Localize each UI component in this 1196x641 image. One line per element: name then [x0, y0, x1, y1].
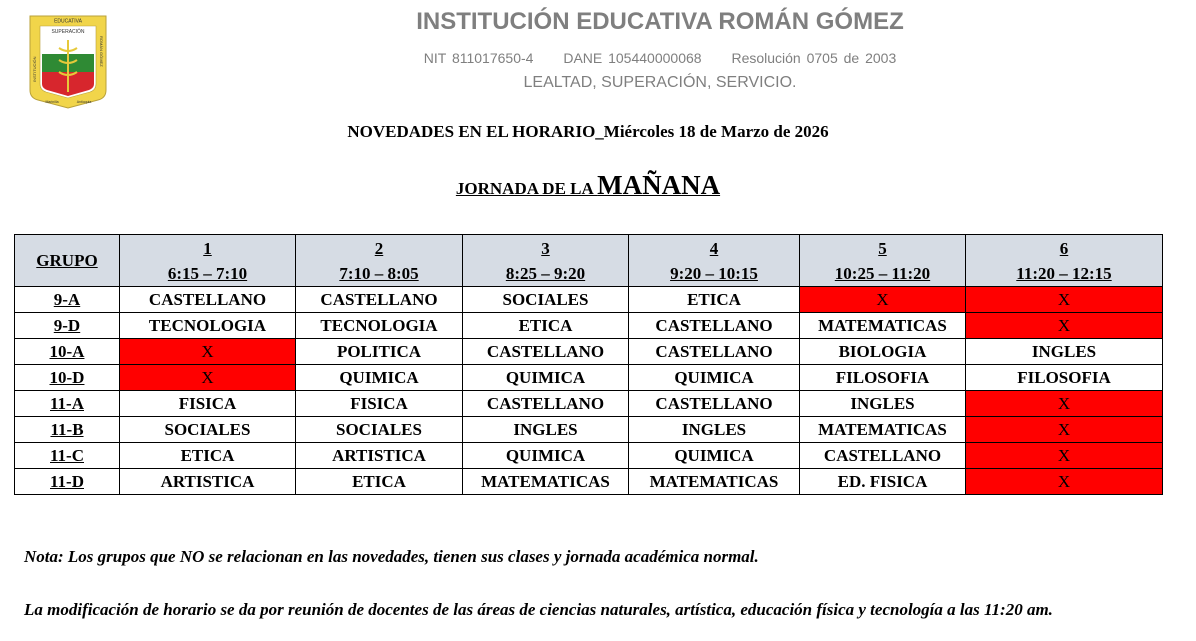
period-number: 6	[1059, 238, 1069, 258]
group-cell: 11-C	[15, 443, 120, 469]
table-row	[15, 339, 1163, 365]
subject-cell: QUIMICA	[629, 443, 800, 469]
table-row	[15, 469, 1163, 495]
period-number: 4	[709, 238, 719, 258]
cancelled-class-cell: X	[966, 443, 1163, 469]
subject-cell: QUIMICA	[463, 443, 629, 469]
note-normal-schedule: Nota: Los grupos que NO se relacionan en las novedades, tienen sus clases y jornada académica normal.	[24, 547, 759, 566]
institution-identifiers	[300, 50, 1020, 66]
subject-cell: FILOSOFIA	[966, 365, 1163, 391]
group-column-header: GRUPO	[15, 235, 120, 287]
subject-cell: ETICA	[120, 443, 296, 469]
table-row	[15, 391, 1163, 417]
subject-cell: CASTELLANO	[629, 391, 800, 417]
subject-cell: INGLES	[463, 417, 629, 443]
period-header-5	[800, 235, 966, 287]
subject-cell: INGLES	[800, 391, 966, 417]
group-cell: 9-A	[15, 287, 120, 313]
institution-motto: LEALTAD, SUPERACIÓN, SERVICIO.	[523, 74, 797, 91]
period-time: 10:25 – 11:20	[834, 263, 931, 283]
period-header-4	[629, 235, 800, 287]
period-number: 2	[374, 238, 384, 258]
institution-name: INSTITUCIÓN EDUCATIVA ROMÁN GÓMEZ	[416, 8, 904, 35]
group-cell: 10-D	[15, 365, 120, 391]
subject-cell: MATEMATICAS	[800, 313, 966, 339]
subject-cell: ED. FISICA	[800, 469, 966, 495]
shift-name: MAÑANA	[597, 170, 721, 200]
table-row	[15, 313, 1163, 339]
subject-cell: ETICA	[629, 287, 800, 313]
cancelled-class-cell: X	[120, 365, 296, 391]
cancelled-class-cell: X	[966, 469, 1163, 495]
table-row	[15, 365, 1163, 391]
school-crest-icon	[28, 14, 108, 110]
schedule-body	[15, 287, 1163, 495]
period-header-1	[120, 235, 296, 287]
subject-cell: QUIMICA	[629, 365, 800, 391]
subject-cell: CASTELLANO	[120, 287, 296, 313]
period-time: 11:20 – 12:15	[1016, 263, 1112, 283]
subject-cell: CASTELLANO	[629, 313, 800, 339]
schedule-header-row	[15, 235, 1163, 287]
cancelled-class-cell: X	[966, 313, 1163, 339]
subject-cell: SOCIALES	[120, 417, 296, 443]
subject-cell: FISICA	[296, 391, 463, 417]
shift-title	[300, 170, 876, 201]
subject-cell: QUIMICA	[296, 365, 463, 391]
period-time: 6:15 – 7:10	[167, 263, 248, 283]
nit-number: NIT 811017650-4	[423, 50, 534, 66]
dane-number: DANE 105440000068	[563, 50, 702, 66]
schedule-table	[14, 234, 1163, 495]
subject-cell: TECNOLOGIA	[120, 313, 296, 339]
subject-cell: CASTELLANO	[629, 339, 800, 365]
subject-cell: MATEMATICAS	[800, 417, 966, 443]
subject-cell: QUIMICA	[463, 365, 629, 391]
crest-left-text: INSTITUCIÓN	[32, 56, 37, 82]
group-cell: 11-B	[15, 417, 120, 443]
cancelled-class-cell: X	[966, 391, 1163, 417]
note-schedule-change-reason: La modificación de horario se da por reunión de docentes de las áreas de ciencias naturales, artística, educación física y tecnología a las 11:20 am.	[24, 600, 1053, 619]
crest-bottom-right-text: Antioquia	[76, 100, 92, 104]
table-row	[15, 417, 1163, 443]
period-number: 5	[878, 238, 887, 258]
subject-cell: CASTELLANO	[463, 339, 629, 365]
period-time: 7:10 – 8:05	[339, 263, 419, 283]
subject-cell: FILOSOFIA	[800, 365, 966, 391]
subject-cell: ARTISTICA	[120, 469, 296, 495]
subject-cell: POLITICA	[296, 339, 463, 365]
subject-cell: MATEMATICAS	[629, 469, 800, 495]
table-row	[15, 443, 1163, 469]
cancelled-class-cell: X	[966, 417, 1163, 443]
subject-cell: SOCIALES	[463, 287, 629, 313]
document-title: NOVEDADES EN EL HORARIO_Miércoles 18 de Marzo de 2026	[347, 122, 829, 141]
crest-right-text: ROMÁN GÓMEZ	[99, 36, 104, 67]
resolution-number: Resolución 0705 de 2003	[731, 50, 897, 66]
subject-cell: INGLES	[629, 417, 800, 443]
shift-prefix: JORNADA DE LA	[455, 179, 598, 198]
cancelled-class-cell: X	[800, 287, 966, 313]
subject-cell: ETICA	[463, 313, 629, 339]
group-cell: 10-A	[15, 339, 120, 365]
table-row	[15, 287, 1163, 313]
group-cell: 11-A	[15, 391, 120, 417]
subject-cell: CASTELLANO	[800, 443, 966, 469]
period-number: 1	[203, 238, 212, 258]
subject-cell: BIOLOGIA	[800, 339, 966, 365]
cancelled-class-cell: X	[120, 339, 296, 365]
cancelled-class-cell: X	[966, 287, 1163, 313]
subject-cell: ARTISTICA	[296, 443, 463, 469]
subject-cell: INGLES	[966, 339, 1163, 365]
crest-bottom-left-text: Marinilla	[45, 100, 59, 104]
period-time: 9:20 – 10:15	[670, 263, 758, 283]
group-cell: 9-D	[15, 313, 120, 339]
period-number: 3	[541, 238, 550, 258]
subject-cell: TECNOLOGIA	[296, 313, 463, 339]
subject-cell: SOCIALES	[296, 417, 463, 443]
period-header-6	[966, 235, 1163, 287]
subject-cell: ETICA	[296, 469, 463, 495]
subject-cell: CASTELLANO	[296, 287, 463, 313]
group-cell: 11-D	[15, 469, 120, 495]
subject-cell: FISICA	[120, 391, 296, 417]
period-header-3	[463, 235, 629, 287]
subject-cell: MATEMATICAS	[463, 469, 629, 495]
period-time: 8:25 – 9:20	[505, 263, 586, 283]
subject-cell: CASTELLANO	[463, 391, 629, 417]
crest-banner-text: SUPERACIÓN	[51, 29, 85, 35]
period-header-2	[296, 235, 463, 287]
crest-top-text: EDUCATIVA	[54, 18, 82, 25]
